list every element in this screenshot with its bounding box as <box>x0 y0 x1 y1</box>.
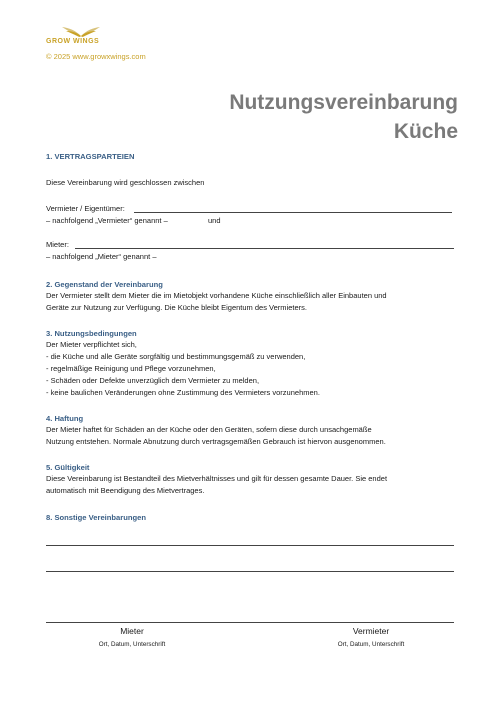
logo-text: GROW WINGS <box>46 38 100 45</box>
section-1-intro: Diese Vereinbarung wird geschlossen zwischen <box>46 178 205 187</box>
section-3-line: - regelmäßige Reinigung und Pflege vorzunehmen, <box>46 364 216 373</box>
landlord-signature-sub: Ort, Datum, Unterschrift <box>337 641 405 648</box>
section-4-line: Der Mieter haftet für Schäden an der Küche oder den Geräten, sofern diese durch unsachgemäße <box>46 425 372 434</box>
section-3-line: - keine baulichen Veränderungen ohne Zustimmung des Vermieters vorzunehmen. <box>46 388 320 397</box>
section-3-line: - die Küche und alle Geräte sorgfältig und bestimmungsgemäß zu verwenden, <box>46 352 306 361</box>
section-2-line: Geräte zur Nutzung zur Verfügung. Die Küche bleibt Eigentum des Vermieters. <box>46 303 307 312</box>
tenant-note: – nachfolgend „Mieter“ genannt – <box>46 252 157 261</box>
section-3-heading: 3. Nutzungsbedingungen <box>46 329 137 338</box>
section-3-line: Der Mieter verpflichtet sich, <box>46 340 137 349</box>
section-2-heading: 2. Gegenstand der Vereinbarung <box>46 280 163 289</box>
section-5-heading: 5. Gültigkeit <box>46 463 90 472</box>
section-1-heading: 1. VERTRAGSPARTEIEN <box>46 152 135 161</box>
brand-logo <box>46 26 116 48</box>
section-4-line: Nutzung entstehen. Normale Abnutzung durch vertragsgemäßen Gebrauch ist hiervon ausgenommen. <box>46 437 386 446</box>
section-5-line: Diese Vereinbarung ist Bestandteil des Mietverhältnisses und gilt für dessen gesamte Dauer. Sie endet <box>46 474 388 483</box>
tenant-name-line[interactable] <box>75 248 454 249</box>
landlord-name-line[interactable] <box>134 212 452 213</box>
landlord-note: – nachfolgend „Vermieter“ genannt – <box>46 216 168 225</box>
section-8-heading: 8. Sonstige Vereinbarungen <box>46 513 147 522</box>
tenant-signature-label: Mieter <box>120 626 144 636</box>
and-text: und <box>208 216 221 225</box>
section-4-heading: 4. Haftung <box>46 414 84 423</box>
section-2-line: Der Vermieter stellt dem Mieter die im Mietobjekt vorhandene Küche einschließlich aller Einbauten und <box>46 291 387 300</box>
other-agreements-line-1[interactable] <box>46 545 454 546</box>
other-agreements-line-2[interactable] <box>46 571 454 572</box>
landlord-label: Vermieter / Eigentümer: <box>46 204 125 213</box>
landlord-signature-label: Vermieter <box>352 626 390 636</box>
document-title <box>229 88 458 146</box>
section-3-line: - Schäden oder Defekte unverzüglich dem Vermieter zu melden, <box>46 376 260 385</box>
tenant-label: Mieter: <box>46 240 69 249</box>
section-5-line: automatisch mit Beendigung des Mietvertrages. <box>46 486 205 495</box>
wings-icon <box>61 26 101 38</box>
title-line-2: Küche <box>393 120 458 143</box>
copyright-text: © 2025 www.growxwings.com <box>46 52 146 61</box>
title-line-1: Nutzungsvereinbarung <box>229 91 458 114</box>
signature-line[interactable] <box>46 622 454 623</box>
tenant-signature-sub: Ort, Datum, Unterschrift <box>98 641 166 648</box>
